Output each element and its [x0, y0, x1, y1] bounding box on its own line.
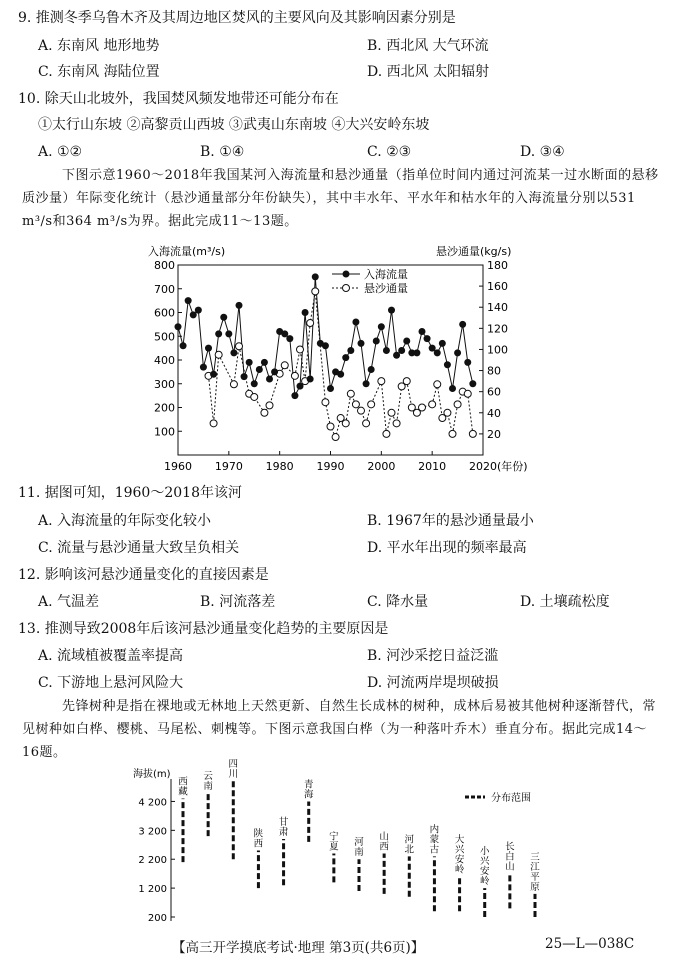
discharge-point [286, 335, 293, 342]
sediment-point [266, 402, 273, 409]
q10-option-a: A. ①② [38, 144, 83, 160]
discharge-point [200, 364, 207, 371]
discharge-point [469, 380, 476, 387]
altitude-tick-label: 4 200 [138, 797, 167, 809]
region-label-char: 甘 [278, 817, 289, 828]
left-axis-tick-label: 600 [154, 306, 175, 320]
discharge-point [230, 349, 237, 356]
discharge-point [251, 380, 258, 387]
region-label-char: 长 [505, 841, 515, 853]
region-label-char: 藏 [178, 786, 188, 798]
q11-stem: 11. 据图可知，1960～2018年该河 [18, 485, 242, 501]
region-label-char: 安 [479, 866, 490, 878]
discharge-point [261, 359, 268, 366]
region-label-char: 兴 [479, 856, 490, 868]
discharge-point [439, 340, 446, 347]
altitude-tick-label: 1 200 [138, 884, 167, 896]
right-axis-tick-label: 120 [487, 322, 508, 336]
discharge-point [347, 347, 354, 354]
discharge-point [312, 273, 319, 280]
legend-label-discharge: 入海流量 [364, 268, 408, 281]
q10-option-d: D. ③④ [520, 144, 565, 160]
q12-option-a: A. 气温差 [38, 594, 100, 610]
discharge-point [297, 383, 304, 390]
discharge-point [337, 371, 344, 378]
sediment-point [454, 401, 461, 408]
q11-option-d: D. 平水年出现的频率最高 [367, 540, 527, 556]
q9-option-c: C. 东南风 海陆位置 [38, 64, 160, 80]
right-axis-tick-label: 40 [487, 406, 501, 420]
discharge-point [444, 361, 451, 368]
intro-paragraph-14-16: 先锋树种是指在裸地或无林地上天然更新、自然生长成林的树种，成林后易被其他树种逐渐替代，常见树种如白桦、樱桃、马尾松、刺槐等。下图示意我国白桦（为一种落叶乔木）垂直分布。据此完成14～16题。 [22, 699, 657, 760]
sediment-point [332, 434, 339, 441]
sediment-point [251, 393, 258, 400]
q9-option-a: A. 东南风 地形地势 [38, 38, 160, 54]
left-axis-tick-label: 200 [154, 401, 175, 415]
sediment-point [291, 372, 298, 379]
discharge-point [266, 376, 273, 383]
region-label-char: 宁 [329, 831, 339, 843]
q9-option-d: D. 西北风 太阳辐射 [367, 64, 490, 80]
discharge-point [342, 354, 349, 361]
sediment-point [388, 409, 395, 416]
sediment-point [378, 378, 385, 385]
region-label-char: 大 [454, 834, 465, 846]
region-label-char: 安 [454, 854, 465, 866]
x-axis-tick-label: 1990 [316, 460, 345, 473]
q12-option-d: D. 土壤疏松度 [520, 594, 610, 610]
discharge-point [464, 359, 471, 366]
region-label-char: 平 [530, 871, 540, 883]
q13-option-d: D. 河流两岸堤坝破损 [367, 675, 499, 691]
right-axis-tick-label: 140 [487, 301, 508, 315]
q10-option-b: B. ①④ [200, 144, 245, 160]
region-label-char: 白 [505, 851, 515, 863]
region-label-char: 北 [404, 844, 415, 856]
legend-marker-discharge [343, 271, 350, 278]
sediment-point [358, 407, 365, 414]
region-label-char: 海 [303, 789, 314, 801]
x-axis-tick-label: 1980 [265, 460, 294, 473]
sediment-point [230, 381, 237, 388]
discharge-point [195, 307, 202, 314]
legend-label-range: 分布范围 [491, 793, 531, 804]
sediment-point [449, 430, 456, 437]
discharge-point [434, 349, 441, 356]
q9-option-b: B. 西北风 大气环流 [367, 38, 489, 54]
region-label-char: 兴 [454, 844, 465, 856]
discharge-point [388, 307, 395, 314]
discharge-point [327, 385, 334, 392]
discharge-point [403, 338, 410, 345]
birch-altitude-chart [125, 759, 565, 925]
x-axis-unit: (年份) [497, 460, 528, 473]
left-axis-title: 入海流量(m³/s) [148, 245, 226, 258]
discharge-point [225, 330, 232, 337]
discharge-point [210, 371, 217, 378]
sediment-point [215, 351, 222, 358]
left-axis-tick-label: 100 [154, 425, 175, 439]
right-axis-tick-label: 180 [487, 259, 508, 272]
sediment-point [403, 378, 410, 385]
chart-legend [332, 267, 408, 295]
region-label-char: 肃 [278, 827, 289, 838]
left-axis-tick-label: 300 [154, 377, 175, 391]
x-axis-tick-label: 1960 [164, 460, 192, 473]
region-label-char: 夏 [329, 841, 339, 853]
discharge-point [373, 338, 380, 345]
sediment-point [429, 401, 436, 408]
discharge-point [302, 309, 309, 316]
discharge-point [413, 349, 420, 356]
q11-option-c: C. 流量与悬沙通量大致呈负相关 [38, 540, 240, 556]
footer-title: 【高三开学摸底考试·地理 第3页(共6页)】 [172, 940, 425, 956]
sediment-point [363, 420, 370, 427]
q12-option-b: B. 河流落差 [200, 594, 276, 610]
sediment-point [368, 401, 375, 408]
region-label-char: 河 [354, 837, 364, 849]
left-axis-tick-label: 800 [154, 259, 175, 272]
sediment-point [297, 346, 304, 353]
discharge-point [398, 347, 405, 354]
discharge-point [322, 342, 329, 349]
q13-option-b: B. 河沙采挖日益泛滥 [367, 648, 499, 664]
sediment-point [307, 320, 314, 327]
footer-code: 25—L—038C [545, 936, 635, 952]
discharge-point [291, 392, 298, 399]
region-label-char: 江 [530, 861, 540, 873]
left-axis-tick-label: 400 [154, 354, 175, 367]
right-axis-tick-label: 80 [487, 364, 501, 378]
legend-marker-sediment [343, 285, 350, 292]
discharge-point [368, 366, 375, 373]
q11-option-b: B. 1967年的悬沙通量最小 [367, 513, 534, 529]
left-axis-tick-label: 500 [154, 330, 175, 344]
region-label-char: 山 [379, 831, 389, 843]
sediment-point [393, 420, 400, 427]
region-label-char: 河 [404, 834, 415, 846]
sediment-point [419, 404, 426, 411]
sediment-point [236, 343, 243, 350]
discharge-point [363, 380, 370, 387]
region-label-char: 四 [228, 759, 239, 771]
region-label-char: 原 [530, 881, 540, 893]
discharge-point [307, 376, 314, 383]
discharge-point [220, 314, 227, 321]
sediment-point [383, 430, 390, 437]
discharge-point [378, 323, 385, 330]
chart2-legend [465, 791, 531, 804]
discharge-point [449, 385, 456, 392]
q10-option-c: C. ②③ [367, 144, 412, 160]
discharge-point [454, 349, 461, 356]
right-axis-title: 悬沙通量(kg/s) [436, 245, 512, 258]
region-label-char: 西 [253, 838, 264, 850]
discharge-point [241, 373, 248, 380]
sediment-point [469, 430, 476, 437]
region-label-char: 蒙 [429, 834, 440, 846]
discharge-point [459, 321, 466, 328]
region-label-char: 内 [429, 824, 440, 836]
x-axis-tick-label: 2020 [469, 460, 497, 473]
discharge-point [424, 335, 431, 342]
discharge-point [175, 323, 182, 330]
sediment-point [312, 288, 319, 295]
discharge-point [180, 342, 187, 349]
region-label-char: 川 [228, 769, 239, 781]
q10-items: ①太行山东坡 ②高黎贡山西坡 ③武夷山东南坡 ④大兴安岭东坡 [38, 117, 430, 133]
region-label-char: 三 [530, 851, 540, 863]
q9-stem: 9. 推测冬季乌鲁木齐及其周边地区焚风的主要风向及其影响因素分别是 [18, 10, 456, 26]
x-axis-tick-label: 1970 [214, 460, 243, 473]
discharge-point [185, 297, 192, 304]
altitude-tick-label: 3 200 [138, 826, 167, 838]
discharge-sediment-chart [140, 238, 540, 478]
sediment-point [347, 390, 354, 397]
region-label-char: 青 [303, 779, 314, 791]
region-label-char: 南 [203, 780, 213, 792]
right-axis-tick-label: 20 [487, 427, 501, 441]
intro-paragraph-11-13: 下图示意1960～2018年我国某河入海流量和悬沙通量（指单位时间内通过河流某一过水断面的悬移质沙量）年际变化统计（悬沙通量部分年份缺失），其中丰水年、平水年和枯水年的入海流量分别以531 m³/s和364 m³/s为界。据此完成11～13题。 [22, 168, 659, 229]
q11-option-a: A. 入海流量的年际变化较小 [38, 513, 212, 529]
region-label-char: 小 [479, 846, 490, 858]
left-axis-tick-label: 700 [154, 282, 175, 296]
right-axis-tick-label: 100 [487, 343, 508, 357]
region-label-char: 岭 [454, 864, 465, 876]
sediment-point [322, 399, 329, 406]
sediment-point [434, 381, 441, 388]
sediment-point [327, 423, 334, 430]
altitude-axis-title: 海拔(m) [133, 769, 171, 780]
region-label-char: 陕 [253, 828, 264, 840]
discharge-point [271, 368, 278, 375]
discharge-point [246, 359, 253, 366]
sediment-point [261, 409, 268, 416]
region-label-char: 南 [354, 847, 364, 859]
x-axis-tick-label: 2010 [418, 460, 447, 473]
discharge-point [383, 347, 390, 354]
region-label-char: 山 [505, 861, 515, 873]
region-label-char: 岭 [479, 876, 490, 888]
discharge-point [215, 330, 222, 337]
region-label-char: 云 [203, 770, 213, 782]
q12-option-c: C. 降水量 [367, 594, 429, 610]
region-label-char: 古 [429, 844, 440, 856]
discharge-point [358, 340, 365, 347]
q12-stem: 12. 影响该河悬沙通量变化的直接因素是 [18, 567, 269, 583]
sediment-point [281, 362, 288, 369]
sediment-point [464, 390, 471, 397]
legend-label-sediment: 悬沙通量 [364, 282, 408, 295]
q13-option-a: A. 流域植被覆盖率提高 [38, 648, 184, 664]
sediment-point [210, 420, 217, 427]
right-axis-tick-label: 60 [487, 385, 501, 399]
altitude-tick-label: 2 200 [138, 855, 167, 867]
x-axis-tick-label: 2000 [367, 460, 396, 473]
discharge-point [352, 319, 359, 326]
q13-option-c: C. 下游地上悬河风险大 [38, 675, 184, 691]
q13-stem: 13. 推测导致2008年后该河悬沙通量变化趋势的主要原因是 [18, 621, 389, 637]
sediment-point [444, 409, 451, 416]
discharge-point [236, 302, 243, 309]
discharge-point [256, 366, 263, 373]
q10-stem: 10. 除天山北坡外，我国焚风频发地带还可能分布在 [18, 91, 339, 107]
sediment-point [352, 401, 359, 408]
discharge-point [205, 345, 212, 352]
region-label-char: 西 [379, 841, 389, 853]
altitude-tick-label: 200 [147, 913, 167, 924]
right-axis-tick-label: 160 [487, 280, 508, 294]
sediment-point [342, 420, 349, 427]
discharge-point [419, 328, 426, 335]
region-label-char: 西 [178, 776, 188, 788]
